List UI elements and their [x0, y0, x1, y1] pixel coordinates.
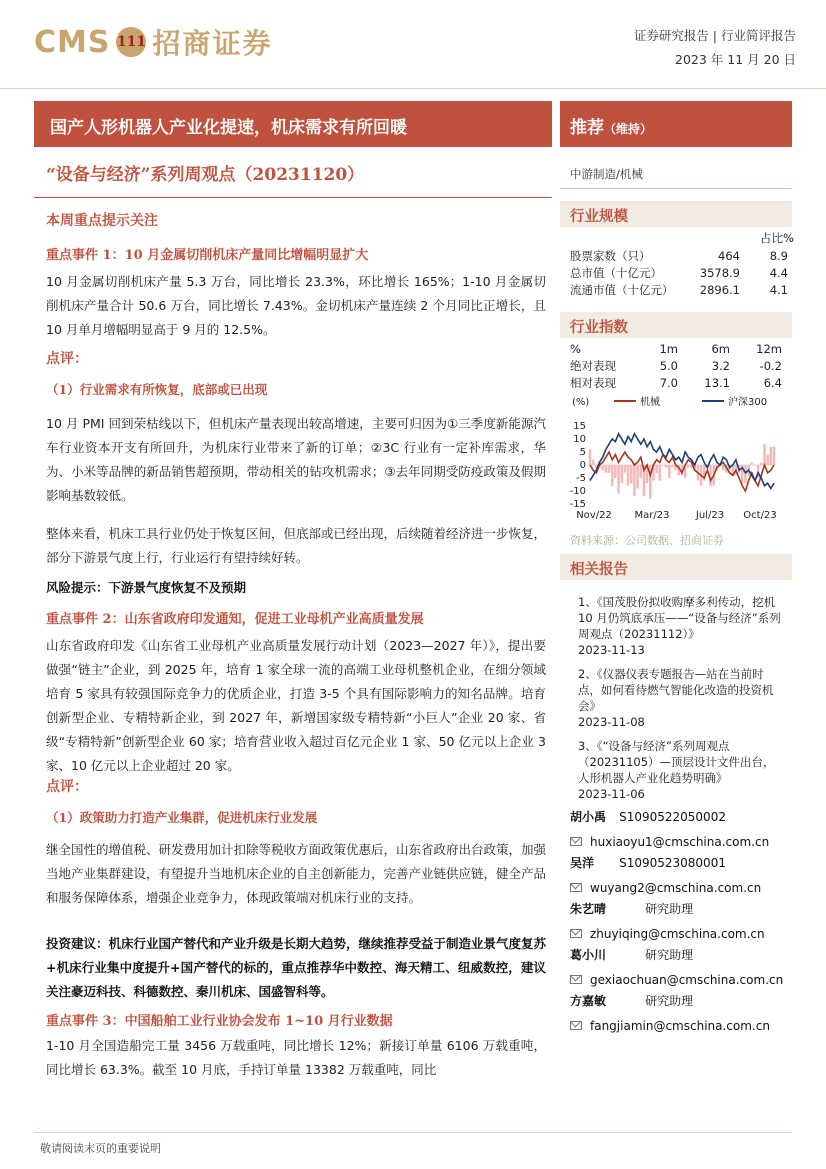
index-value: -0.2	[759, 358, 782, 373]
scale-label: 股票家数（只）	[570, 248, 651, 263]
analyst-name: 朱艺晴	[570, 902, 607, 916]
relative-bar	[614, 465, 617, 478]
scale-value: 464	[718, 248, 740, 263]
footer-divider	[34, 1132, 792, 1133]
table-row	[570, 357, 782, 374]
relative-bar	[630, 465, 633, 483]
analyst-name: 吴洋	[570, 856, 595, 870]
list-item[interactable]	[578, 666, 784, 730]
relative-bar	[636, 465, 639, 488]
relative-bar	[633, 465, 636, 496]
analyst-id: S1090523080001	[619, 856, 726, 870]
analyst-list	[570, 806, 790, 1036]
relative-bar	[605, 465, 608, 473]
comment2-text: 继全国性的增值税、研发费用加计扣除等税收方面政策优惠后，山东省政府出台政策，加强当地产业集群建设，有望提升当地机床企业的自主创新能力，完善产业链供应链，健全产品和服务保障体系，增强企业竞争力，体现政策端对机床行业的支持。	[46, 842, 547, 905]
legend-label: 沪深300	[728, 397, 768, 408]
relative-bar	[627, 465, 630, 486]
index-label: 相对表现	[570, 375, 616, 390]
relative-bar	[592, 460, 595, 465]
relative-bar	[722, 465, 725, 470]
index-heading: 行业指数	[560, 312, 792, 338]
risk-note: 风险提示：下游景气度恢复不及预期	[46, 580, 247, 595]
analyst-email[interactable]: zhuyiqing@cmschina.com.cn	[590, 927, 765, 941]
relative-bar	[770, 447, 773, 465]
table-row	[570, 374, 782, 391]
y-tick-label: 10	[573, 434, 586, 445]
scale-value: 2896.1	[699, 282, 740, 297]
relative-bar	[744, 465, 747, 483]
x-tick-label: Oct/23	[743, 510, 777, 521]
scale-pct: 8.9	[769, 248, 788, 263]
analyst-id: 研究助理	[645, 948, 694, 962]
relative-bar	[766, 455, 769, 465]
header-divider	[0, 88, 826, 89]
relative-bar	[665, 465, 668, 468]
y-tick-label: 5	[579, 447, 586, 458]
scale-table	[570, 247, 788, 298]
footer-disclaimer: 敬请阅读末页的重要说明	[40, 1142, 161, 1155]
comment1-text-2: 整体来看，机床工具行业仍处于恢复区间，但底部或已经出现，后续随着经济进一步恢复，部分下游景气度上行，行业运行有望持续好转。	[46, 526, 547, 565]
list-item[interactable]	[578, 738, 784, 802]
index-value: 13.1	[704, 375, 730, 390]
chart-legend	[614, 395, 767, 408]
report-type: 证券研究报告 | 行业简评报告	[633, 28, 796, 43]
rating-banner	[560, 101, 792, 147]
relative-bar	[687, 465, 690, 468]
chart-ylabel: (%)	[572, 397, 590, 408]
email-icon	[570, 883, 582, 892]
y-tick-label: -5	[576, 473, 586, 484]
scale-pct-header: 占比%	[760, 231, 794, 245]
relative-bar	[760, 462, 763, 465]
relative-bar	[763, 444, 766, 465]
y-tick-label: 0	[579, 460, 586, 471]
rating-note: （维持）	[604, 122, 653, 136]
analyst-email[interactable]: huxiaoyu1@cmschina.com.cn	[590, 835, 770, 849]
scale-value: 3578.9	[699, 265, 740, 280]
analyst-card	[570, 898, 790, 944]
analyst-id: 研究助理	[645, 902, 694, 916]
relative-bar	[608, 465, 611, 473]
analyst-card	[570, 990, 790, 1036]
x-tick-label: Jul/23	[695, 510, 725, 521]
relative-bar	[611, 465, 614, 486]
event2-text: 山东省政府印发《山东省工业母机产业高质量发展行动计划（2023—2027 年）》，提出要做强“链主”企业，到 2025 年，培育 1 家全球一流的高端工业母机整机企业，在细分领域培育 5 家具有较强国际竞争力的优质企业，打造 3-5 个具有国际影响力的知名品牌。培育创新型企业、专精特新企业，到 2027 年，新增国家级专精特新“小巨人”企业 20 家、省级“专精特新”创新型企业 60 家；培育营业收入超过百亿元企业 1 家、50 亿元以上企业 3 家、10 亿元以上企业超过 20 家。	[46, 638, 546, 773]
relative-bar	[754, 465, 757, 466]
y-tick-label: 15	[573, 421, 586, 432]
rating-label: 推荐	[570, 118, 604, 138]
index-label: 绝对表现	[570, 358, 616, 373]
relative-bar	[589, 449, 592, 465]
index-table	[570, 340, 782, 391]
company-logo	[34, 22, 273, 62]
email-icon	[570, 1021, 582, 1030]
report-date: 2023-11-08	[578, 715, 645, 729]
comment1-heading: 点评：	[46, 351, 88, 367]
relative-bar	[659, 465, 662, 481]
analyst-card	[570, 806, 790, 852]
scale-label: 总市值（十亿元）	[570, 265, 662, 280]
relative-bar	[620, 465, 623, 483]
relative-bar	[671, 465, 674, 468]
sector-label: 中游制造/机械	[570, 167, 643, 181]
relative-bar	[773, 447, 776, 465]
x-tick-label: Mar/23	[634, 510, 670, 521]
email-icon	[570, 975, 582, 984]
analyst-id: 研究助理	[645, 994, 694, 1008]
table-row	[570, 247, 788, 264]
event3-text: 1-10 月全国造船完工量 3456 万载重吨，同比增长 12%；新接订单量 6106 万载重吨，同比增长 63.3%。截至 10 月底，手持订单量 13382 万载重吨，同比	[46, 1038, 546, 1077]
report-subtitle: “设备与经济”系列周观点（20231120）	[46, 165, 365, 185]
chart-source: 资料来源：公司数据、招商证券	[570, 534, 724, 547]
table-row	[570, 340, 782, 357]
sector-divider	[560, 188, 792, 189]
relative-bar	[662, 465, 665, 466]
comment1-subheading: （1）行业需求有所恢复，底部或已出现	[46, 382, 268, 397]
report-date: 2023-11-06	[578, 787, 645, 801]
chart-plot-area	[589, 434, 776, 499]
list-item[interactable]	[578, 594, 784, 658]
relative-bar	[601, 465, 604, 470]
analyst-email[interactable]: gexiaochuan@cmschina.com.cn	[590, 973, 784, 987]
analyst-name: 胡小禹	[570, 810, 607, 824]
index-header-cell: 6m	[711, 341, 730, 356]
relative-bar	[751, 462, 754, 465]
analyst-name: 葛小川	[570, 948, 607, 962]
event3-title: 重点事件 3：中国船舶工业行业协会发布 1~10 月行业数据	[46, 1014, 393, 1029]
relative-bar	[624, 465, 627, 473]
scale-pct: 4.4	[769, 265, 788, 280]
comment1-text-1: 10 月 PMI 回到荣枯线以下，但机床产量表现出较高增速，主要可归因为①三季度新能源汽车行业资本开支有所回升，为机床行业带来了新的订单；②3C 行业有一定补库需求，华为、小米等品牌的新品销售超预期，带动相关的钻攻机需求；③去年同期受防疫政策及假期影响基数较低。	[46, 416, 546, 503]
industry-index-chart	[562, 392, 792, 528]
legend-label: 机械	[640, 397, 660, 408]
scale-label: 流通市值（十亿元）	[570, 282, 674, 297]
index-header-cell: 12m	[756, 341, 782, 356]
table-row	[570, 281, 788, 298]
y-tick-label: -15	[569, 499, 586, 510]
relative-bar	[668, 465, 671, 478]
scale-pct: 4.1	[769, 282, 788, 297]
report-title: 国产人形机器人产业化提速，机床需求有所回暖	[34, 101, 552, 147]
index-value: 7.0	[659, 375, 678, 390]
event1-title: 重点事件 1：10 月金属切削机床产量同比增幅明显扩大	[46, 248, 369, 263]
email-icon	[570, 929, 582, 938]
table-row	[570, 264, 788, 281]
relative-bar	[617, 465, 620, 494]
logo-text-cn: 招商证券	[152, 27, 273, 60]
event1-text: 10 月金属切削机床产量 5.3 万台，同比增长 23.3%，环比增长 165%；1-10 月金属切削机床产量合计 50.6 万台，同比增长 7.43%。金切机床产量连续 2 个月同比正增长，且 10 月单月增幅明显高于 9 月的 12.5%。	[46, 274, 546, 337]
y-tick-label: -10	[569, 486, 586, 497]
logo-text-en: CMS	[34, 24, 111, 60]
analyst-email[interactable]: wuyang2@cmschina.com.cn	[590, 881, 762, 895]
report-link[interactable]: 1、《国茂股份拟收购摩多利传动，挖机 10 月仍筑底承压——“设备与经济”系列周观点（20231112）》	[578, 595, 781, 641]
index-value: 3.2	[711, 358, 730, 373]
report-date: 2023 年 11 月 20 日	[675, 52, 796, 67]
email-icon	[570, 837, 582, 846]
index-header-cell: 1m	[659, 341, 678, 356]
index-value: 6.4	[763, 375, 782, 390]
analyst-name: 方嘉敏	[570, 994, 607, 1008]
analyst-id: S1090522050002	[619, 810, 726, 824]
section-heading: 本周重点提示关注	[46, 213, 158, 229]
logo-emblem-icon: 111	[116, 27, 146, 57]
related-heading: 相关报告	[560, 554, 792, 580]
comment2-subheading: （1）政策助力打造产业集群，促进机床行业发展	[46, 810, 318, 825]
analyst-email[interactable]: fangjiamin@cmschina.com.cn	[590, 1019, 770, 1033]
comment2-heading: 点评：	[46, 779, 88, 795]
event2-title: 重点事件 2：山东省政府印发通知，促进工业母机产业高质量发展	[46, 612, 424, 627]
relative-bar	[639, 465, 642, 478]
investment-advice: 投资建议：机床行业国产替代和产业升级是长期大趋势，继续推荐受益于制造业景气度复苏+机床行业集中度提升+国产替代的标的，重点推荐华中数控、海天精工、纽威数控，建议关注豪迈科技、科德数控、秦川机床、国盛智科等。	[46, 936, 547, 999]
analyst-card	[570, 852, 790, 898]
related-reports-list	[578, 594, 784, 810]
report-link[interactable]: 3、《“设备与经济”系列周观点（20231105）—顶层设计文件出台，人形机器人产业化趋势明确》	[578, 739, 775, 785]
analyst-card	[570, 944, 790, 990]
x-tick-label: Nov/22	[576, 510, 612, 521]
report-link[interactable]: 2、《仪器仪表专题报告—站在当前时点，如何看待燃气智能化改造的投资机会》	[578, 667, 774, 713]
scale-heading: 行业规模	[560, 201, 792, 227]
relative-bar	[655, 465, 658, 473]
report-date: 2023-11-13	[578, 643, 645, 657]
index-value: 5.0	[659, 358, 678, 373]
index-header-cell: %	[570, 341, 581, 356]
subtitle-divider	[34, 197, 552, 198]
